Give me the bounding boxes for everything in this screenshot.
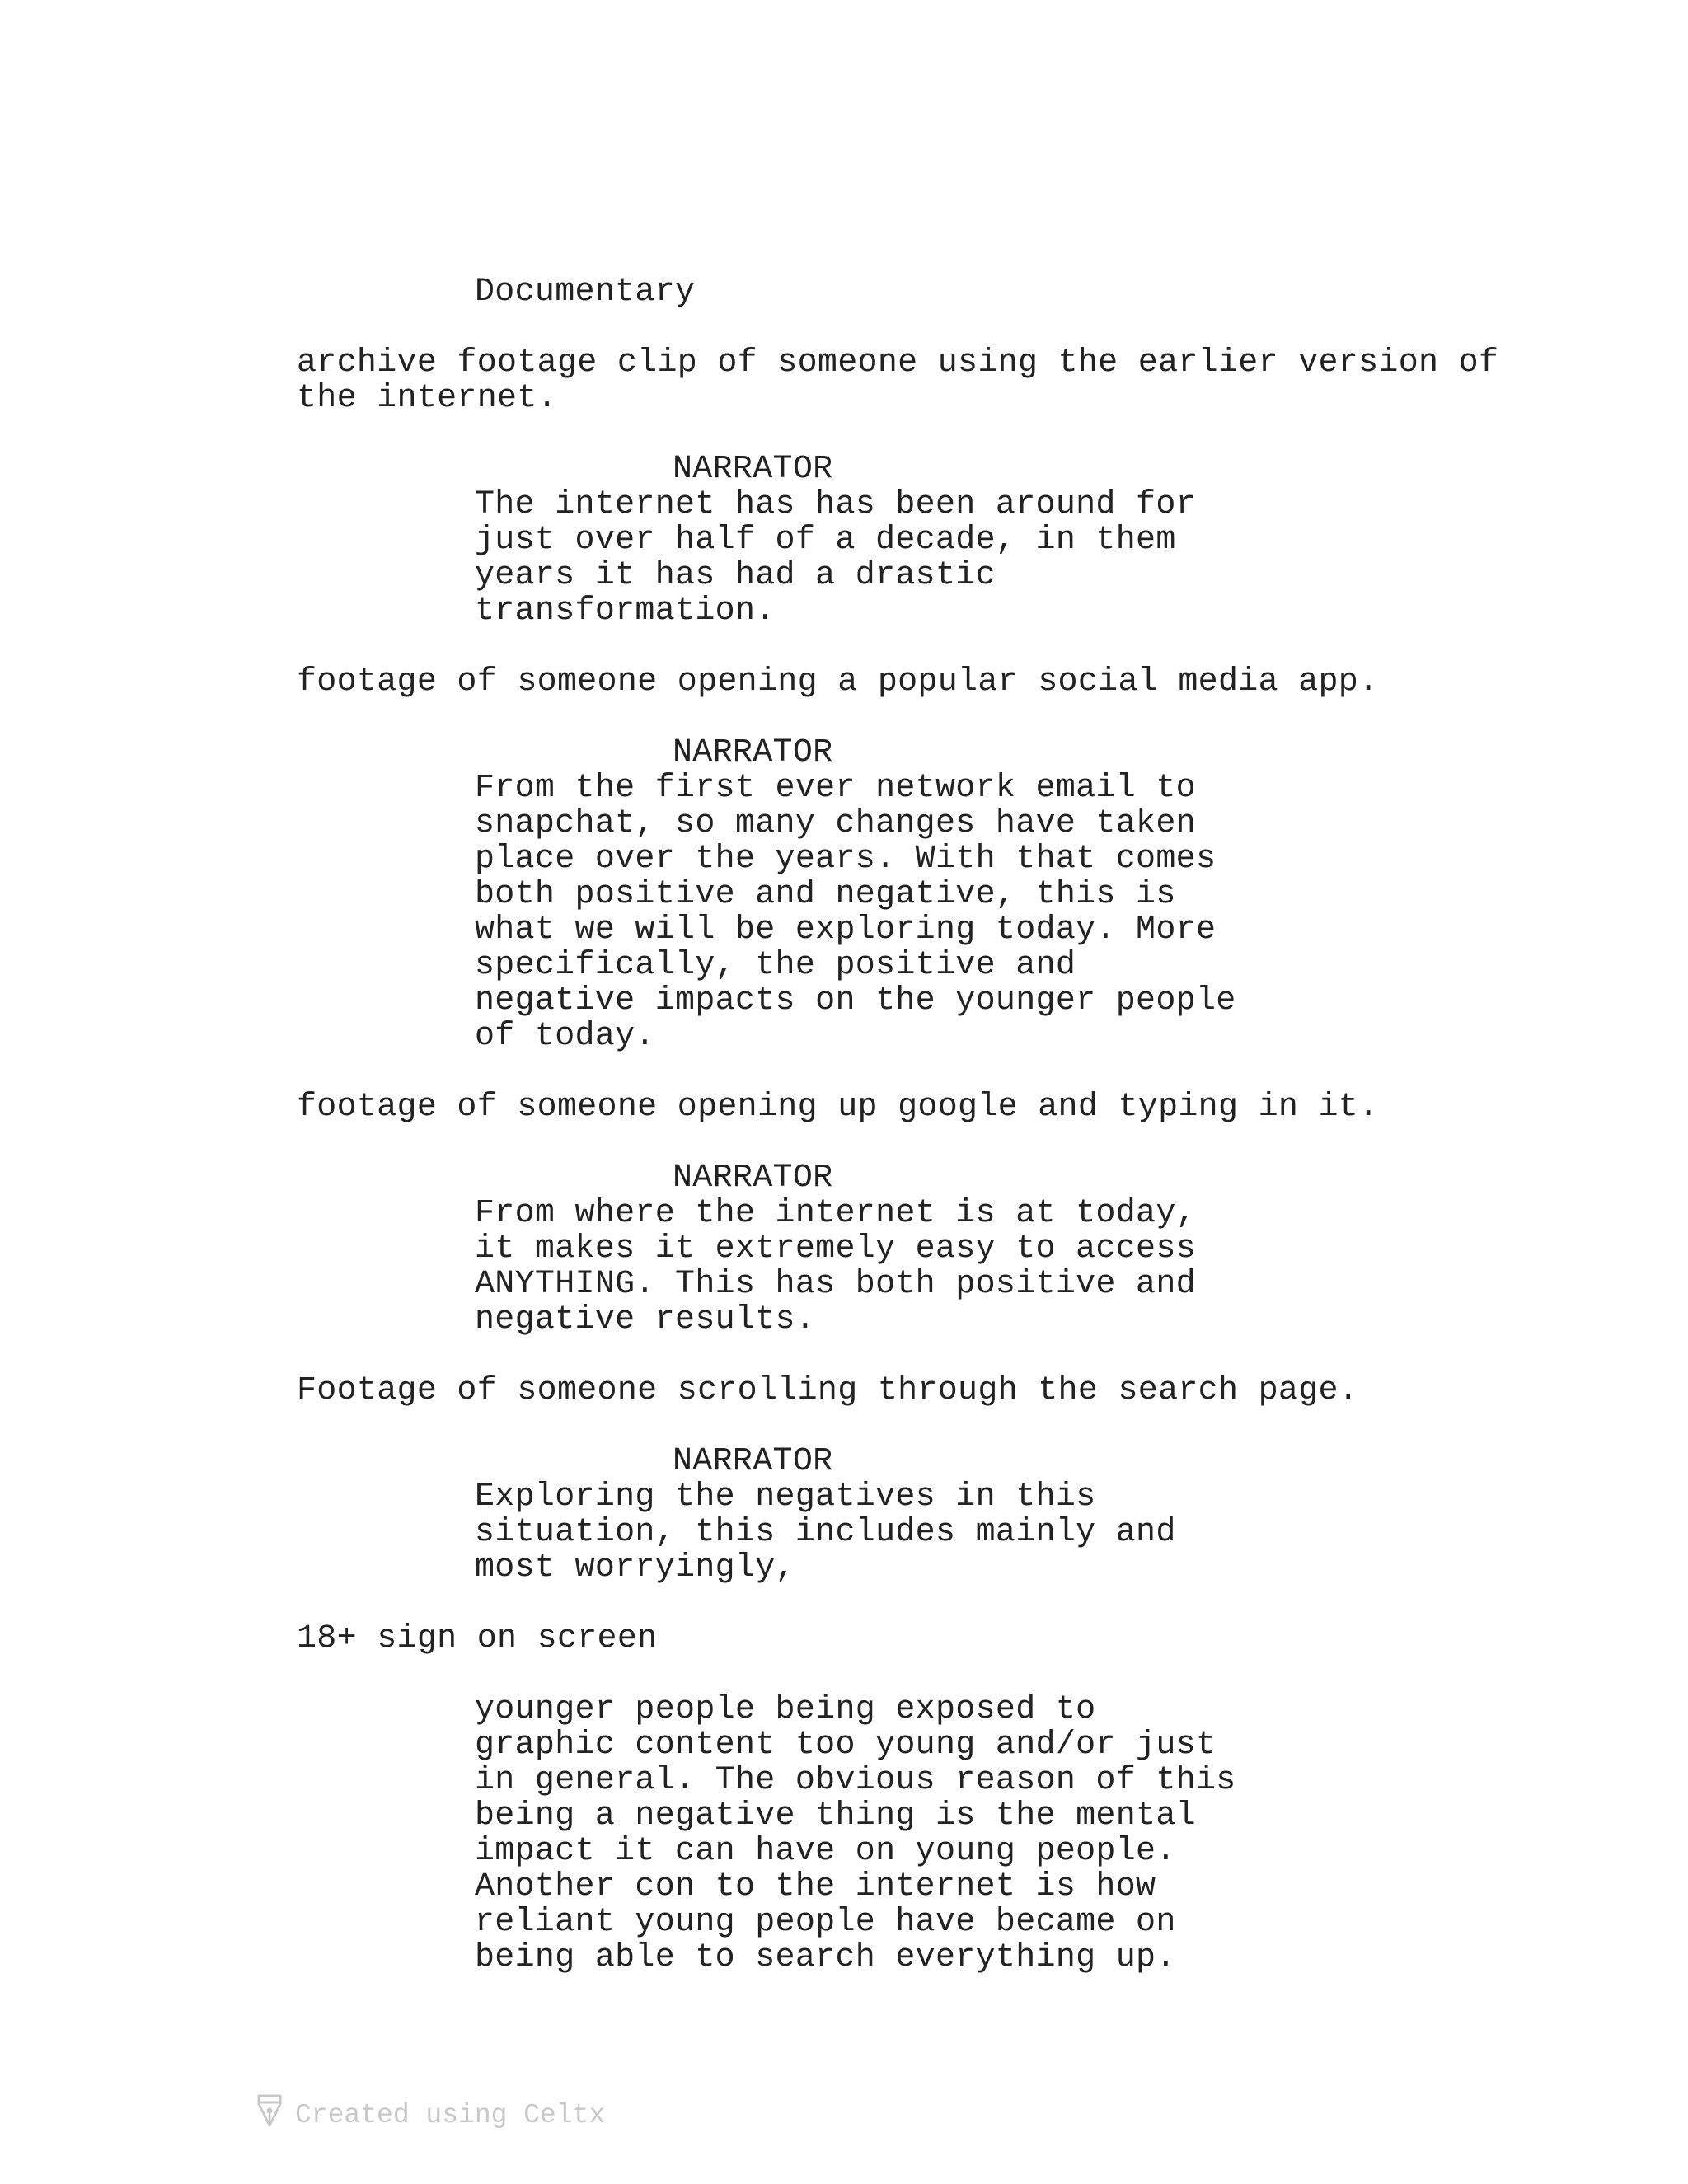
footer-watermark <box>254 2093 605 2136</box>
footer-text: Created using Celtx <box>295 2099 606 2130</box>
action-line: 18+ sign on screen <box>297 1620 658 1657</box>
dialogue-block: From the first ever network email to snapchat, so many changes have taken place over the years. With that comes both positive and negative, this is what we will be exploring today. More specifically, the positive and negative impacts on the younger people of today. <box>475 770 1236 1055</box>
character-name: NARRATOR <box>673 451 833 488</box>
dialogue-block: From where the internet is at today, it makes it extremely easy to access ANYTHING. This has both positive and negative results. <box>475 1195 1196 1338</box>
action-line: Footage of someone scrolling through the search page. <box>297 1372 1359 1409</box>
dialogue-block: Exploring the negatives in this situation, this includes mainly and most worryingly, <box>475 1479 1176 1586</box>
scene-heading: Documentary <box>475 274 696 311</box>
character-name: NARRATOR <box>673 1443 833 1480</box>
pen-nib-icon <box>254 2093 285 2137</box>
character-name: NARRATOR <box>673 734 833 771</box>
action-line: archive footage clip of someone using the earlier version of the internet. <box>297 344 1499 417</box>
character-name: NARRATOR <box>673 1160 833 1197</box>
dialogue-block: The internet has has been around for just over half of a decade, in them years it has had a drastic transformation. <box>475 486 1196 630</box>
action-line: footage of someone opening a popular social media app. <box>297 663 1379 701</box>
dialogue-block: younger people being exposed to graphic content too young and/or just in general. The obvious reason of this being a negative thing is the mental impact it can have on young people. Another con to the internet is how reliant young people have became on being able to search everything up. <box>475 1691 1236 1976</box>
action-line: footage of someone opening up google and typing in it. <box>297 1089 1379 1126</box>
